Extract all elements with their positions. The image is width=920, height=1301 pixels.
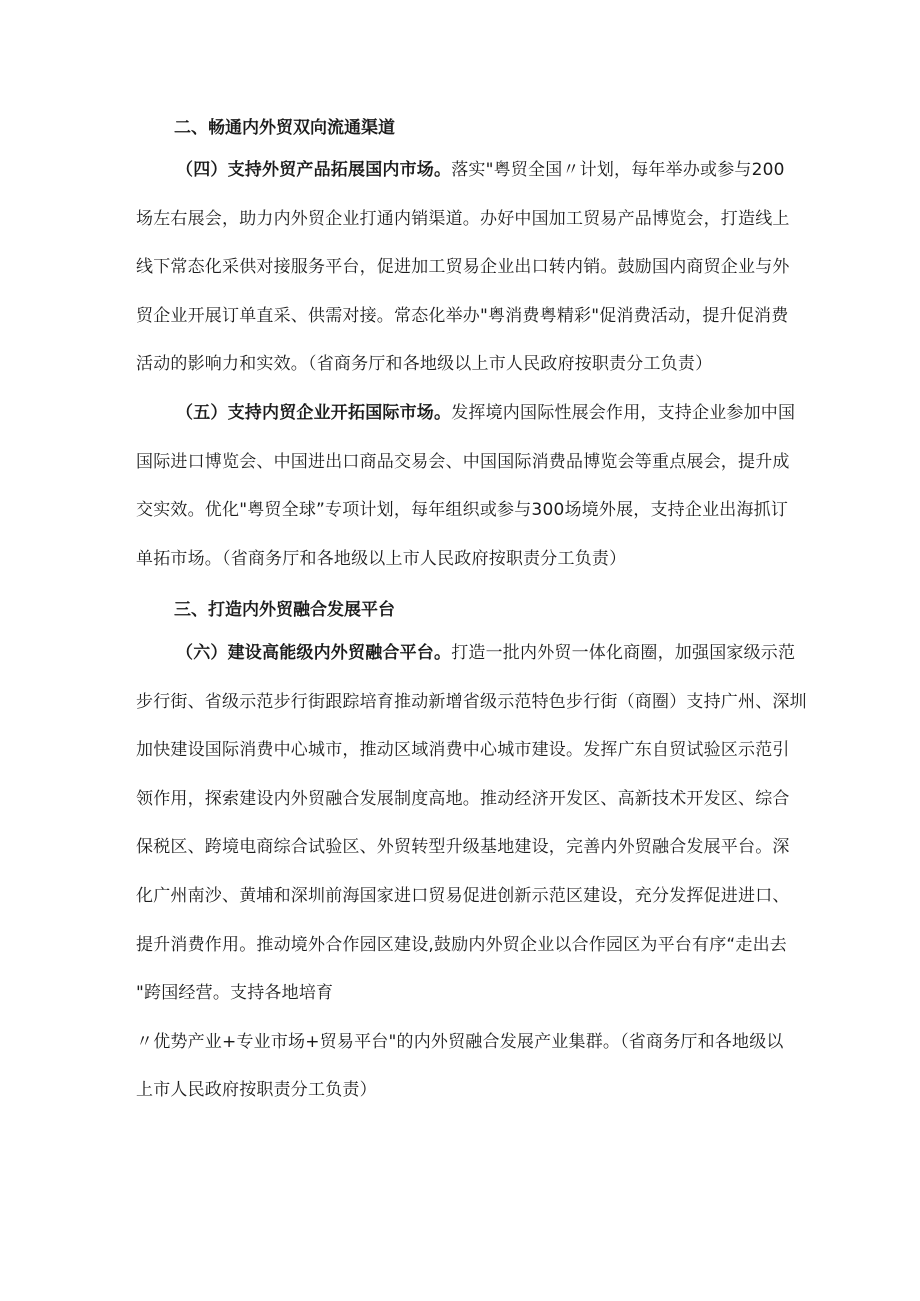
paragraph-lead: （六）建设高能级内外贸融合平台。: [176, 643, 452, 663]
paragraph-line: [136, 146, 786, 195]
paragraph-line: 交实效。优化"粤贸全球”专项计划，每年组织或参与300场境外展，支持企业出海抓订: [136, 500, 789, 521]
section-heading-3: 三、打造内外贸融合发展平台: [174, 600, 395, 620]
paragraph-6: [136, 629, 807, 1115]
paragraph-line: 国际进口博览会、中国进出口商品交易会、中国国际消费品博览会等重点展会，提升成: [136, 451, 790, 472]
paragraph-line: 步行街、省级示范步行街跟踪培育推动新增省级示范特色步行街（商圈）支持广州、深圳: [136, 691, 807, 712]
paragraph-line: 〃优势产业+专业市场+贸易平台"的内外贸融合发展产业集群。（省商务厅和各地级以: [136, 1031, 784, 1052]
paragraph-line: 活动的影响力和实效。（省商务厅和各地级以上市人民政府按职责分工负责）: [136, 354, 713, 375]
paragraph-text: 落实"粤贸全国〃计划，每年举办或参与200: [451, 160, 785, 180]
paragraph-line: "跨国经营。支持各地培育: [136, 983, 334, 1004]
paragraph-text: 打造一批内外贸一体化商圈，加强国家级示范: [451, 643, 796, 663]
paragraph-text: 发挥境内国际性展会作用，支持企业参加中国: [451, 403, 796, 423]
paragraph-line: [136, 629, 796, 678]
paragraph-line: 提升消费作用。推动境外合作园区建设,鼓励内外贸企业以合作园区为平台有序“走出去: [136, 934, 788, 955]
paragraph-line: 加快建设国际消费中心城市，推动区域消费中心城市建设。发挥广东自贸试验区示范引: [136, 740, 790, 761]
paragraph-4: [136, 146, 790, 389]
paragraph-line: [136, 389, 796, 438]
paragraph-line: 化广州南沙、黄埔和深圳前海国家进口贸易促进创新示范区建设，充分发挥促进进口、: [136, 885, 790, 906]
paragraph-5: [136, 389, 796, 583]
paragraph-line: 单拓市场。（省商务厅和各地级以上市人民政府按职责分工负责）: [136, 548, 627, 569]
paragraph-line: 场左右展会，助力内外贸企业打通内销渠道。办好中国加工贸易产品博览会，打造线上: [136, 208, 790, 229]
paragraph-line: 贸企业开展订单直采、供需对接。常态化举办"粤消费粤精彩"促消费活动，提升促消费: [136, 305, 789, 326]
paragraph-line: 线下常态化采供对接服务平台，促进加工贸易企业出口转内销。鼓励国内商贸企业与外: [136, 257, 790, 278]
paragraph-line: 上市人民政府按职责分工负责）: [136, 1080, 377, 1101]
section-heading-2: 二、畅通内外贸双向流通渠道: [174, 118, 395, 138]
paragraph-lead: （四）支持外贸产品拓展国内市场。: [176, 160, 452, 180]
paragraph-lead: （五）支持内贸企业开拓国际市场。: [176, 403, 452, 423]
paragraph-line: 保税区、跨境电商综合试验区、外贸转型升级基地建设，完善内外贸融合发展平台。深: [136, 837, 790, 858]
paragraph-line: 领作用，探索建设内外贸融合发展制度高地。推动经济开发区、高新技术开发区、综合: [136, 788, 790, 809]
